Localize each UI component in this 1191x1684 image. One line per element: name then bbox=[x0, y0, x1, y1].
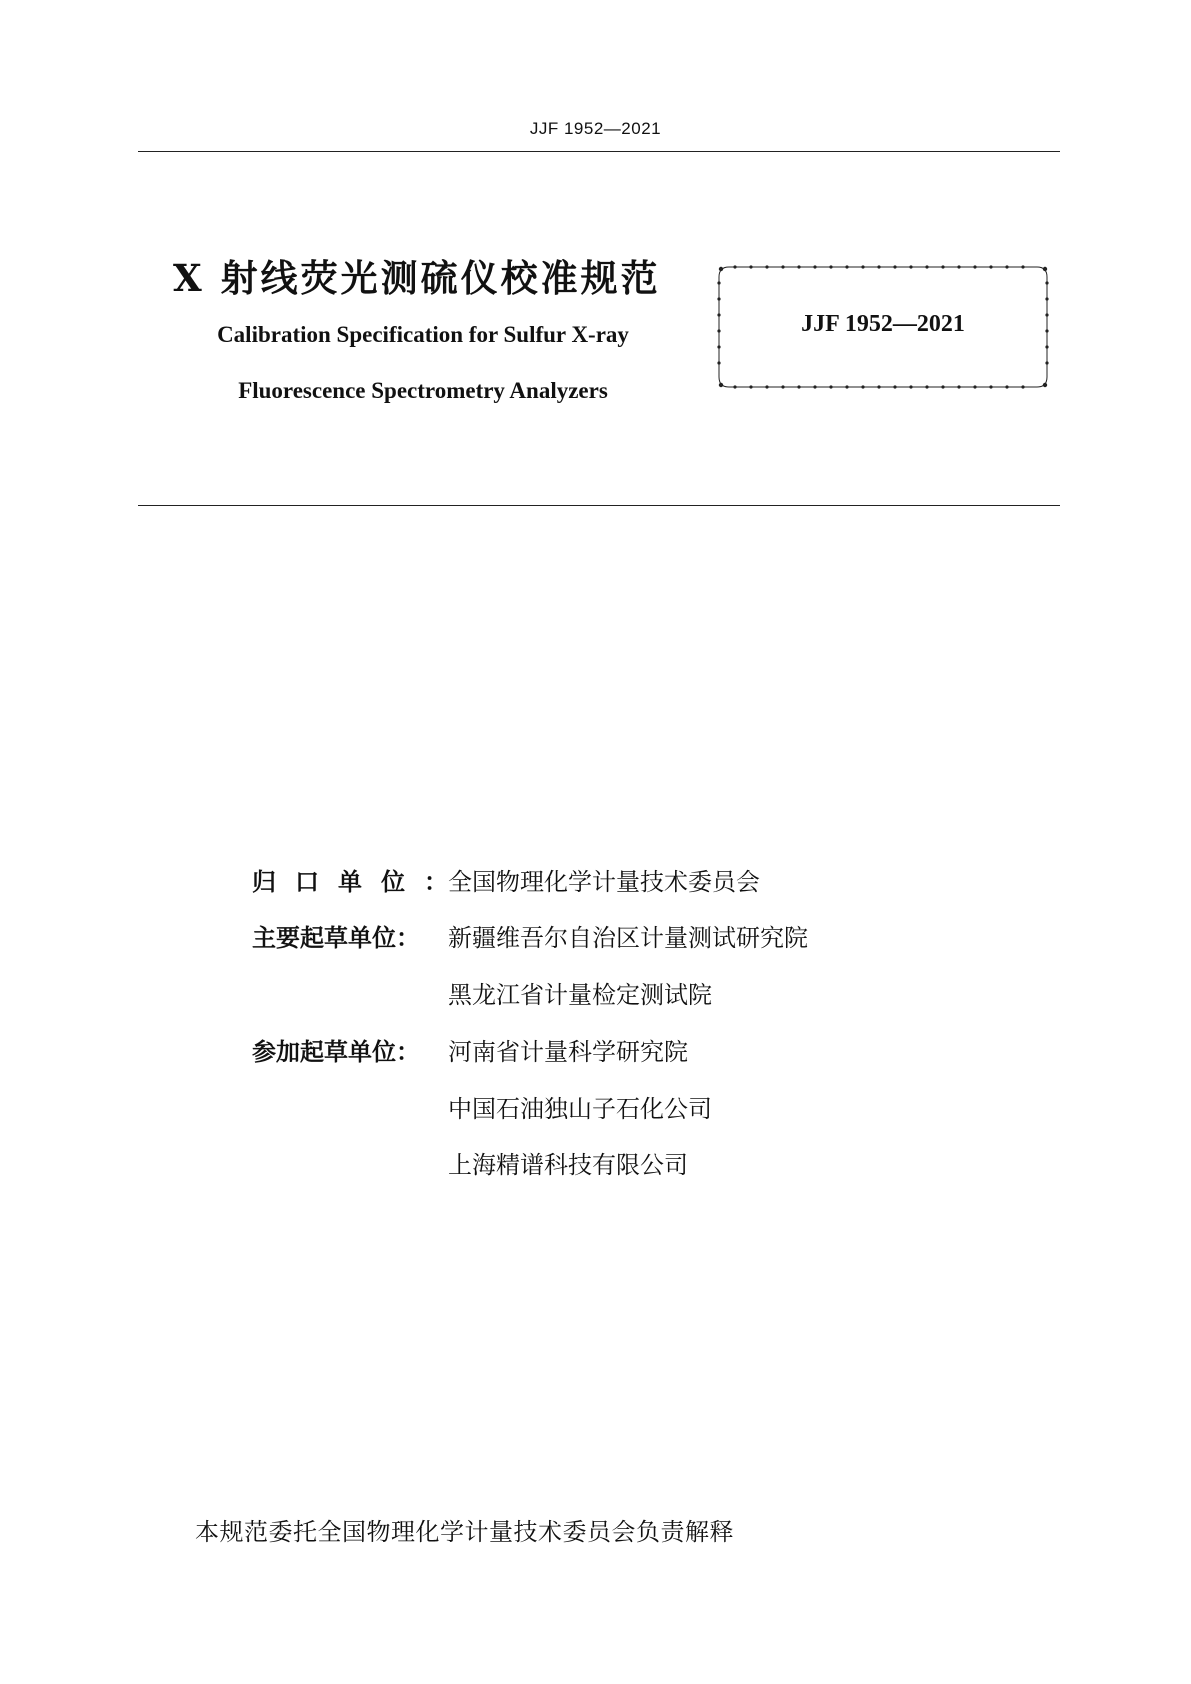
centralized-unit-label: 归口单位： bbox=[252, 868, 467, 896]
interpretation-note: 本规范委托全国物理化学计量技术委员会负责解释 bbox=[195, 1518, 734, 1546]
participating-drafting-label: 参加起草单位： bbox=[252, 1038, 420, 1066]
title-chinese: X 射线荧光测硫仪校准规范 bbox=[173, 256, 661, 300]
header-rule bbox=[138, 151, 1060, 152]
main-drafting-unit: 新疆维吾尔自治区计量测试研究院 bbox=[448, 924, 808, 952]
title-rule bbox=[138, 505, 1060, 506]
centralized-unit-row bbox=[252, 862, 760, 897]
main-drafting-unit: 黑龙江省计量检定测试院 bbox=[448, 981, 712, 1009]
centralized-unit-value: 全国物理化学计量技术委员会 bbox=[448, 868, 760, 896]
standard-code-box bbox=[715, 263, 1051, 391]
participating-drafting-unit: 河南省计量科学研究院 bbox=[448, 1038, 688, 1066]
title-english-line2: Fluorescence Spectrometry Analyzers bbox=[238, 378, 608, 403]
participating-drafting-unit: 上海精谱科技有限公司 bbox=[448, 1151, 688, 1179]
title-english-line1: Calibration Specification for Sulfur X-ray bbox=[217, 322, 629, 347]
header-standard-code: JJF 1952—2021 bbox=[529, 119, 662, 138]
participating-drafting-unit: 中国石油独山子石化公司 bbox=[448, 1095, 712, 1123]
main-drafting-label: 主要起草单位： bbox=[252, 924, 420, 952]
main-drafting-row bbox=[252, 918, 808, 953]
participating-drafting-row bbox=[252, 1032, 688, 1067]
standard-code: JJF 1952—2021 bbox=[801, 311, 965, 337]
